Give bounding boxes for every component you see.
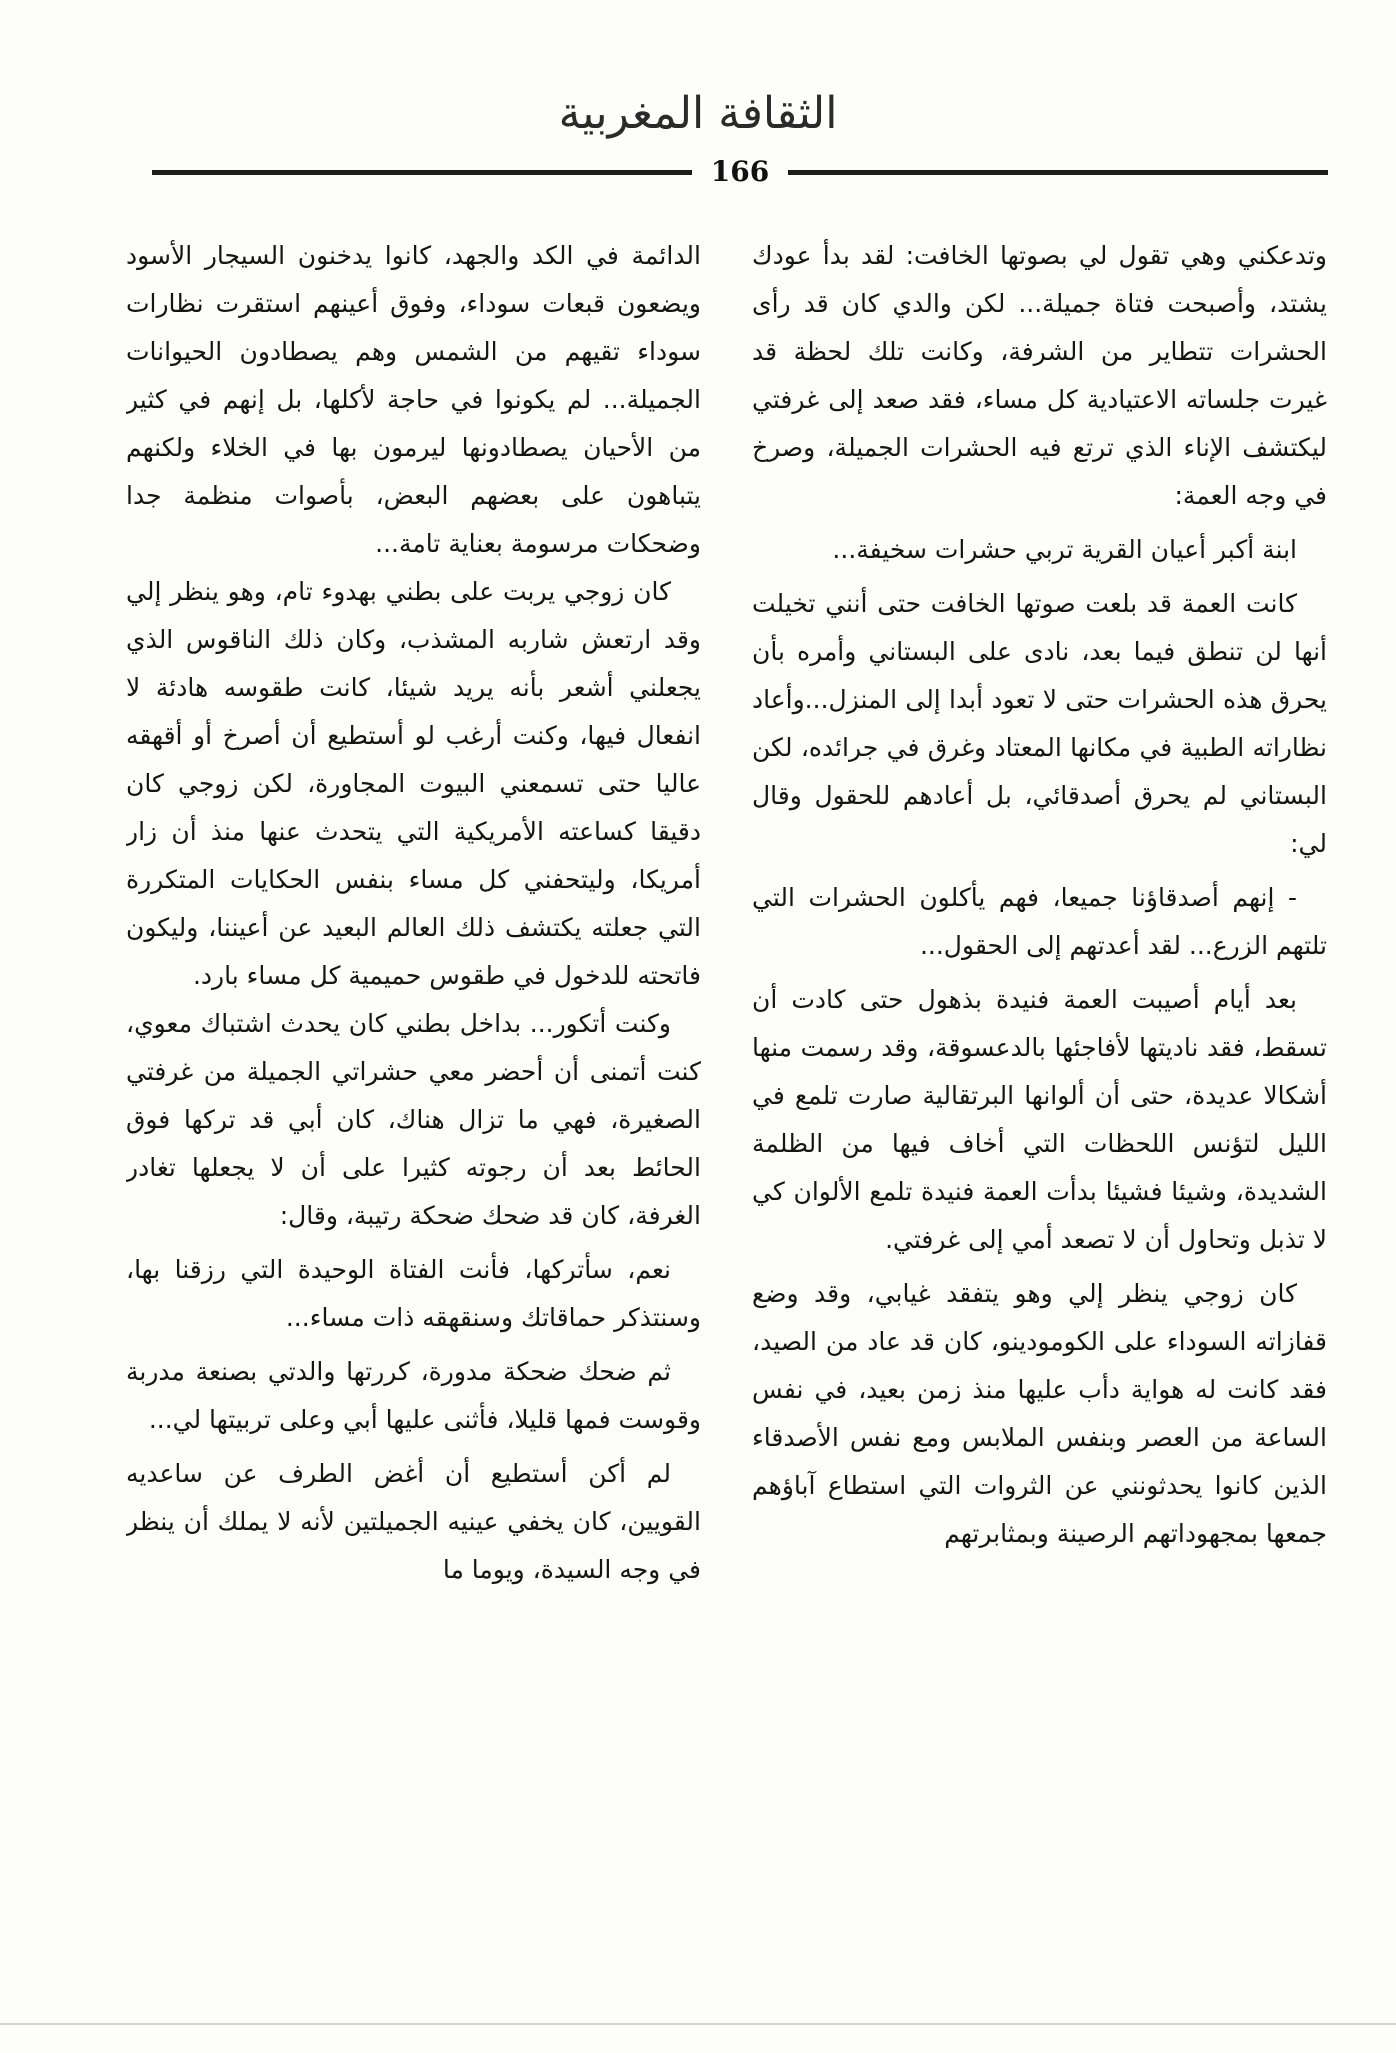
paragraph: وتدعكني وهي تقول لي بصوتها الخافت: لقد بدأ عودك يشتد، وأصبحت فتاة جميلة... لكن والدي كان قد رأى الحشرات تتطاير من الشرفة، وكانت تلك لحظة قد غيرت جلساته الاعتيادية كل مساء، فقد صعد إلى غرفتي ليكتشف الإناء الذي ترتع فيه الحشرات الجميلة، وصرخ في وجه العمة: [752,241,1327,510]
paragraph: كانت العمة قد بلعت صوتها الخافت حتى أنني تخيلت أنها لن تنطق فيما بعد، نادى على البستاني وأمره بأن يحرق هذه الحشرات حتى لا تعود أبدا إلى المنزل...وأعاد نظاراته الطبية في مكانها المعتاد وغرق في جرائده، لكن البستاني لم يحرق أصدقائي، بل أعادهم للحقول وقال لي: [752,589,1327,858]
running-title: الثقافة المغربية [558,88,838,139]
paragraph: كان زوجي يربت على بطني بهدوء تام، وهو ينظر إلي وقد ارتعش شاربه المشذب، وكان ذلك الناقوس الذي يجعلني أشعر بأنه يريد شيئا، كانت طقوسه هادئة لا انفعال فيها، وكنت أرغب لو أستطيع أن أصرخ أو أقهقه عاليا حتى تسمعني البيوت المجاورة، لكن زوجي كان دقيقا كساعته الأمريكية التي يتحدث عنها منذ أن زار أمريكا، وليتحفني كل مساء بنفس الحكايات المتكررة التي جعلته يكتشف ذلك العالم البعيد عن أعيننا، وليكون فاتحته للدخول في طقوس حميمية كل مساء بارد. [126,577,701,990]
text-column-right [752,232,1327,1797]
paragraph: نعم، سأتركها، فأنت الفتاة الوحيدة التي رزقنا بها، وسنتذكر حماقاتك وسنقهقه ذات مساء... [126,1255,701,1332]
paragraph: الدائمة في الكد والجهد، كانوا يدخنون السيجار الأسود ويضعون قبعات سوداء، وفوق أعينهم استقرت نظارات سوداء تقيهم من الشمس وهم يصطادون الحيوانات الجميلة... لم يكونوا في حاجة لأكلها، بل إنهم في كثير من الأحيان يصطادونها ليرمون بها في الخلاء ولكنهم يتباهون على بعضهم البعض، بأصوات منظمة جدا وضحكات مرسومة بعناية تامة... [126,241,701,558]
header-rule-right [788,170,1328,175]
paragraph: وكنت أتكور... بداخل بطني كان يحدث اشتباك معوي، كنت أتمنى أن أحضر معي حشراتي الجميلة من غرفتي الصغيرة، فهي ما تزال هناك، كان أبي قد تركها فوق الحائط بعد أن رجوته كثيرا على أن لا يجعلها تغادر الغرفة، كان قد ضحك ضحكة رتيبة، وقال: [126,1009,701,1230]
text-column-left [126,232,701,1797]
page-number: 166 [710,155,770,188]
scan-edge-line [0,2023,1396,2025]
paragraph: - إنهم أصدقاؤنا جميعا، فهم يأكلون الحشرات التي تلتهم الزرع... لقد أعدتهم إلى الحقول... [752,883,1327,960]
paragraph: بعد أيام أصيبت العمة فنيدة بذهول حتى كادت أن تسقط، فقد ناديتها لأفاجئها بالدعسوقة، وقد رسمت منها أشكالا عديدة، حتى أن ألوانها البرتقالية صارت تلمع في الليل لتؤنس اللحظات التي أخاف فيها من الظلمة الشديدة، وشيئا فشيئا بدأت العمة فنيدة تلمع الألوان كي لا تذبل وتحاول أن لا تصعد أمي إلى غرفتي. [752,985,1327,1254]
paragraph: ابنة أكبر أعيان القرية تربي حشرات سخيفة... [832,535,1297,564]
header-rule-row [152,155,1328,189]
paragraph: لم أكن أستطيع أن أغض الطرف عن ساعديه القويين، كان يخفي عينيه الجميلتين لأنه لا يملك أن ينظر في وجه السيدة، ويوما ما [126,1459,701,1584]
paragraph: ثم ضحك ضحكة مدورة، كررتها والدتي بصنعة مدربة وقوست فمها قليلا، فأثنى عليها أبي وعلى تربيتها لي... [126,1357,701,1434]
paragraph: كان زوجي ينظر إلي وهو يتفقد غيابي، وقد وضع قفازاته السوداء على الكومودينو، كان قد عاد من الصيد، فقد كانت له هواية دأب عليها منذ زمن بعيد، في نفس الساعة من العصر وبنفس الملابس ومع نفس الأصدقاء الذين كانوا يحدثونني عن الثروات التي استطاع آباؤهم جمعها بمجهوداتهم الرصينة وبمثابرتهم [752,1279,1327,1548]
header-rule-left [152,170,692,175]
